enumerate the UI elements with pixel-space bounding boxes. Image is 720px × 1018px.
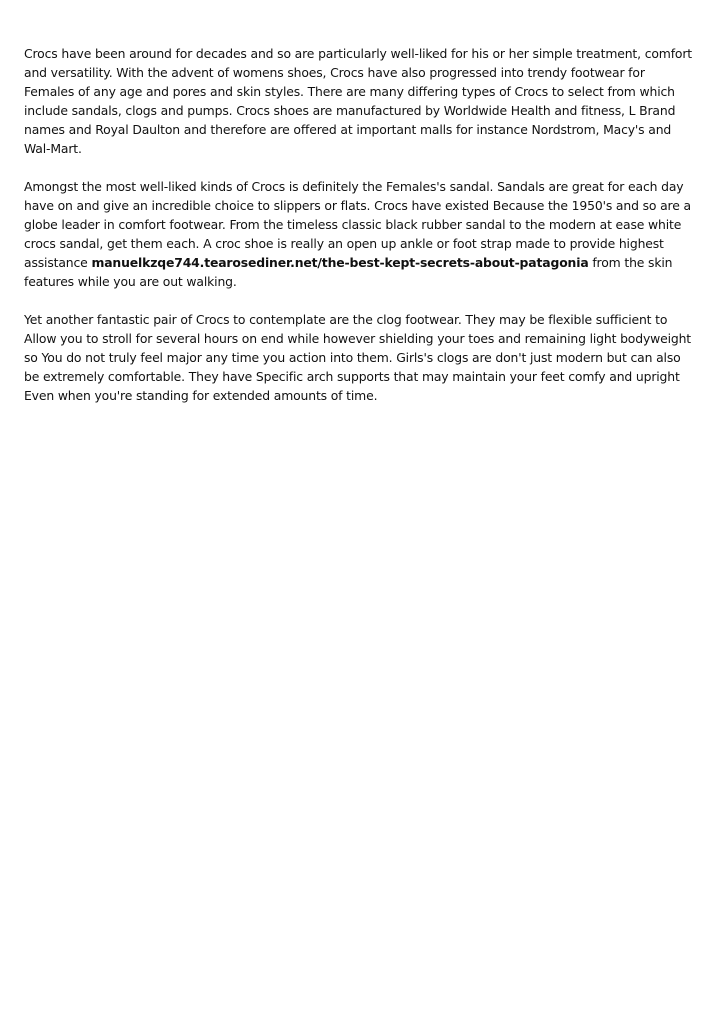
article-link[interactable]: manuelkzqe744.tearosediner.net/the-best-kept-secrets-about-patagonia [91, 255, 589, 270]
paragraph-3-text: Yet another fantastic pair of Crocs to contemplate are the clog footwear. They may be flexible sufficient to Allow you to stroll for several hours on end while however shielding your toes and remaining light bodyweight so You do not truly feel major any time you action into them. Girls's clogs are don't just modern but can also be extremely comfortable. They have Specific arch supports that may maintain your feet comfy and upright Even when you're standing for extended amounts of time. [24, 312, 692, 403]
paragraph-2 [24, 177, 696, 291]
paragraph-2-text-before-link: Amongst the most well-liked kinds of Crocs is definitely the Females's sandal. Sandals are great for each day have on and give an incredible choice to slippers or flats. Crocs have existed Because the 1950's and so are a globe leader in comfort footwear. From the timeless classic black rubber sandal to the modern at ease white crocs sandal, get them each. A croc shoe is really an open up ankle or foot strap made to provide highest assistance [24, 179, 691, 270]
paragraph-1-text: Crocs have been around for decades and so are particularly well-liked for his or her simple treatment, comfort and versatility. With the advent of womens shoes, Crocs have also progressed into trendy footwear for Females of any age and pores and skin styles. There are many differing types of Crocs to select from which include sandals, clogs and pumps. Crocs shoes are manufactured by Worldwide Health and fitness, L Brand names and Royal Daulton and therefore are offered at important malls for instance Nordstrom, Macy's and Wal-Mart. [24, 46, 693, 156]
paragraph-3 [24, 310, 696, 405]
document-body [24, 44, 696, 424]
paragraph-2-text-after-link: from the skin features while you are out walking. [24, 255, 673, 289]
paragraph-1 [24, 44, 696, 158]
